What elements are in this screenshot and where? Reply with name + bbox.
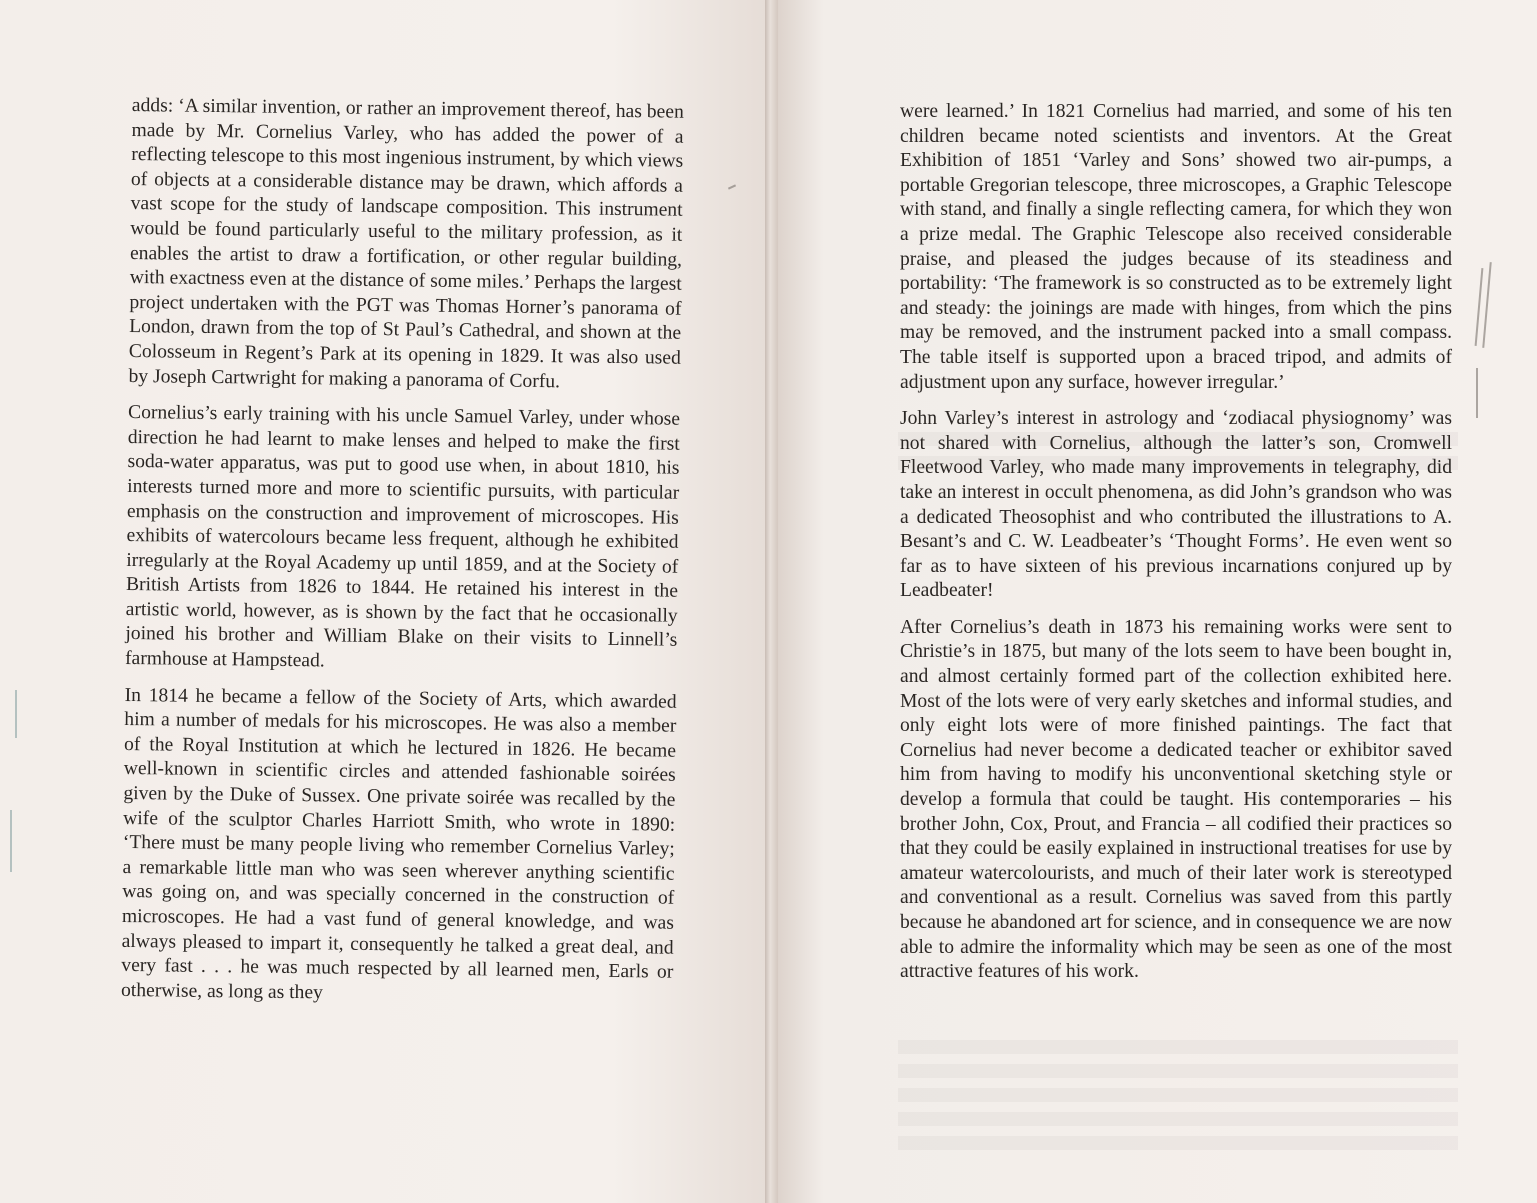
pencil-mark: [1475, 268, 1484, 346]
left-page: [0, 0, 765, 1203]
margin-mark: [10, 810, 12, 872]
right-page: [778, 0, 1537, 1203]
paragraph: adds: ‘A similar invention, or rather an improvement thereof, has been made by Mr. Cornelius Varley, who has added the power of a reflecting telescope to this most ingenious instrument, by which views of objects at a considerable distance may be drawn, which affords a vast scope for the study of landscape composition. This instrument would be found particularly useful to the military profession, as it enables the artist to draw a fortification, or other regular building, with exactness even at the distance of some miles.’ Perhaps the largest project undertaken with the PGT was Thomas Horner’s panorama of London, drawn from the top of St Paul’s Cathedral, and shown at the Colosseum in Regent’s Park at its opening in 1829. It was also used by Joseph Cartwright for making a panorama of Corfu.: [128, 94, 684, 392]
paragraph: were learned.’ In 1821 Cornelius had married, and some of his ten children became noted scientists and inventors. At the Great Exhibition of 1851 ‘Varley and Sons’ showed two air-pumps, a portable Gregorian telescope, three microscopes, a Graphic Telescope with stand, and finally a single reflecting camera, for which they won a prize medal. The Graphic Telescope also received considerable praise, and pleased the judges because of its steadiness and portability: ‘The framework is so constructed as to be extremely light and steady: the joinings are made with hinges, from which the pins may be removed, and the instrument packed into a small compass. The table itself is supported upon a braced tripod, and admits of adjustment upon any surface, however irregular.’: [900, 101, 1452, 393]
book-gutter: [765, 0, 778, 1203]
pencil-mark: [728, 184, 736, 189]
margin-mark: [15, 690, 17, 738]
paragraph: After Cornelius’s death in 1873 his remaining works were sent to Christie’s in 1875, but many of the lots seem to have been bought in, and almost certainly formed part of the collection exhibited here. Most of the lots were of very early sketches and informal studies, and only eight lots were of more finished paintings. The fact that Cornelius had never become a dedicated teacher or exhibitor saved him from having to modify his unconventional sketching style or develop a formula that could be taught. His contemporaries – his brother John, Cox, Prout, and Francia – all codified their practices so that they could be easily explained in instructional treatises for use by amateur watercolourists, and much of their later work is stereotyped and conventional as a result. Cornelius was saved from this partly because he abandoned art for science, and in consequence we are now able to admire the informality which may be seen as one of the most attractive features of his work.: [900, 616, 1452, 983]
show-through: [898, 1136, 1458, 1150]
pencil-mark: [1476, 368, 1478, 418]
show-through: [898, 1112, 1458, 1126]
paragraph: In 1814 he became a fellow of the Society of Arts, which awarded him a number of medals for his microscopes. He was also a member of the Royal Institution at which he lectured in 1826. He became well-known in scientific circles and attended fashionable soirées given by the Duke of Sussex. One private soirée was recalled by the wife of the sculptor Charles Harriott Smith, who wrote in 1890: ‘There must be many people living who remember Cornelius Varley; a remarkable little man who was seen wherever anything scientific was going on, and was specially concerned in the construction of microscopes. He had a vast fund of general knowledge, and was always pleased to impart it, consequently he talked a great deal, and very fast . . . he was much respected by all learned men, Earls or otherwise, as long as they: [120, 684, 677, 1004]
show-through: [898, 1040, 1458, 1054]
show-through: [898, 1088, 1458, 1102]
right-page-text: [900, 100, 1452, 997]
paragraph: Cornelius’s early training with his uncle Samuel Varley, under whose direction he had learnt to make lenses and helped to make the first soda-water apparatus, was put to good use when, in about 1810, his interests turned more and more to scientific pursuits, with particular emphasis on the construction and improvement of microscopes. His exhibits of watercolours became less frequent, although he exhibited irregularly at the Royal Academy up until 1859, and at the Society of British Artists from 1826 to 1844. He retained his interest in the artistic world, however, as is shown by the fact that he occasionally joined his brother and William Blake on their visits to Linnell’s farmhouse at Hampstead.: [124, 402, 681, 672]
left-page-text: [121, 94, 684, 1022]
pencil-mark: [1482, 262, 1491, 348]
show-through: [898, 1064, 1458, 1078]
paragraph: John Varley’s interest in astrology and ‘zodiacal physiognomy’ was not shared with Cornelius, although the latter’s son, Cromwell Fleetwood Varley, who made many improvements in telegraphy, did take an interest in occult phenomena, as did John’s grandson who was a dedicated Theosophist and who contributed the illustrations to A. Besant’s and C. W. Leadbeater’s ‘Thought Forms’. He even went so far as to have sixteen of his previous incarnations conjured up by Leadbeater!: [900, 408, 1452, 602]
